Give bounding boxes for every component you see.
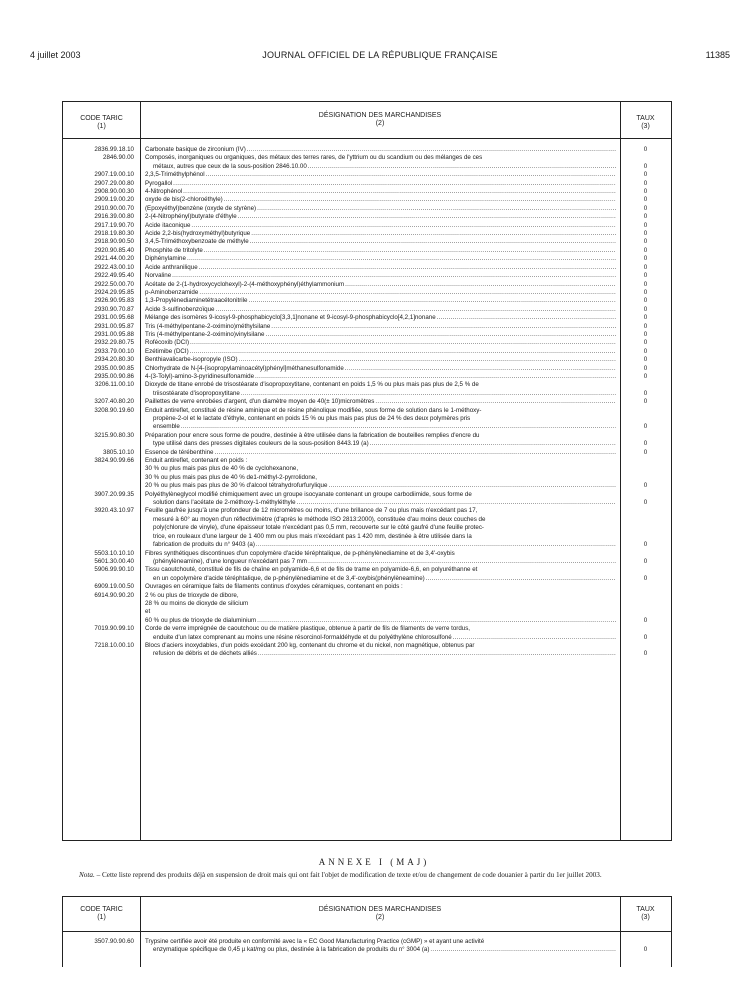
table-row [63,381,671,398]
table-row [63,407,671,432]
taric-code: 2933.79.00.10 [94,347,134,355]
duty-rate: 0 [643,339,648,347]
taric-code: 2918.19.80.30 [94,230,134,238]
duty-rate: 0 [643,322,648,330]
taric-code: 7019.90.99.10 [94,625,134,633]
goods-description: 1,3-Propylènediaminetétraacétonitrile ..... [140,297,620,305]
duty-rate: 0 [643,263,648,271]
goods-description: 2-(4-Nitrophényl)butyrate d'éthyle ..... [140,213,620,221]
taric-code: 2846.90.00 [103,154,134,162]
taric-code: 2909.19.00.20 [94,196,134,204]
taric-code: 3208.90.19.60 [94,406,134,414]
taric-code: 2935.00.90.86 [94,372,134,380]
duty-rate: 0 [643,440,648,448]
duty-rate: 0 [643,541,648,549]
table-row [63,356,671,364]
table-row [63,642,671,659]
goods-description: Acide 3-sulfinobenzoïque ..... [140,306,620,314]
goods-description: Pyrogallol ..... [140,180,620,188]
taric-code: 2908.90.00.30 [94,188,134,196]
duty-rate: 0 [643,280,648,288]
table-row [63,373,671,381]
taric-code: 2921.44.00.20 [94,255,134,263]
duty-rate: 0 [643,171,648,179]
column-header-description: DÉSIGNATION DES MARCHANDISES (2) [318,906,442,921]
duty-rate: 0 [643,162,648,170]
goods-description: Phosphite de tritolyte ..... [140,247,620,255]
taric-code: 3507.90.90.60 [94,938,134,945]
taric-code: 2922.43.00.10 [94,263,134,271]
table-row [63,339,671,347]
goods-description: Acide itaconique ..... [140,222,620,230]
goods-description: 3,4,5-Triméthoxybenzoate de méthyle ..... [140,238,620,246]
goods-description: 4-Nitrophénol ..... [140,188,620,196]
table-row [63,323,671,331]
goods-description: Mélange des isomères 9-icosyl-9-phosphabicyclo[3,3,1]nonane et 9-icosyl-9-phosphabicyclo[4,2,1]nonane ..... [140,314,620,322]
taric-code: 2907.19.00.10 [94,171,134,179]
taric-code: 5906.99.90.10 [94,566,134,574]
duty-rate: 0 [643,650,648,658]
column-header-rate: TAUX (3) [636,906,655,921]
goods-description: 2,3,5-Triméthylphénol ..... [140,171,620,179]
taric-code: 7218.10.00.10 [94,641,134,649]
goods-description: Dioxyde de titane enrobé de trisostéarate d'isopropoxytitane, contenant en poids 1,5 % ou plus mais pas plus de 2,5 % de triisostéarate d'isopropoxytitane ..... [140,381,620,398]
taric-code: 2916.39.00.80 [94,213,134,221]
taric-code: 3207.40.80.20 [94,398,134,406]
table-row [63,457,671,491]
goods-description: 4-(3-Tolyl)-amino-3-pyridinesulfonamide ..... [140,373,620,381]
goods-description: Carbonate basique de zirconium (IV) ..... [140,146,620,154]
table-row [63,146,671,154]
goods-description: Acide anthranilique ..... [140,264,620,272]
taric-code: 2931.00.95.88 [94,330,134,338]
column-header-code: CODE TARIC (1) [80,906,123,921]
duty-rate: 0 [643,356,648,364]
duty-rate: 0 [643,616,648,624]
duty-rate: 0 [643,221,648,229]
table-row [63,314,671,322]
table-row [63,154,671,171]
taric-code: 2917.19.90.70 [94,221,134,229]
taric-code: 2910.90.00.70 [94,204,134,212]
duty-rate: 0 [643,255,648,263]
duty-rate: 0 [643,448,648,456]
goods-description: Tris (4-méthylpentane-2-oximino)vinylsilane ..... [140,331,620,339]
table-row [63,264,671,272]
table-row [63,238,671,246]
table-row [63,566,671,583]
goods-description: Diphénylamine ..... [140,255,620,263]
table-row [63,583,671,625]
table-row [63,491,671,508]
column-header-description: DÉSIGNATION DES MARCHANDISES (2) [318,112,442,127]
column-header-rate: TAUX (3) [636,115,655,130]
taric-code: 3206.11.00.10 [94,381,134,389]
goods-description: Blocs d'aciers inoxydables, d'un poids excédant 200 kg, contenant du chrome et du nickel, non magnétique, obtenus par refusion de débris et de déchets alliés ..... [140,642,620,659]
annex-table [62,896,672,967]
table-row [63,171,671,179]
table-row [63,247,671,255]
goods-description: Acide 2,2-bis(hydroxyméthyl)butyrique ..... [140,230,620,238]
duty-rate: 0 [643,482,648,490]
taric-code: 3824.90.99.66 [94,457,134,465]
header-journal-title: JOURNAL OFFICIEL DE LA RÉPUBLIQUE FRANÇAISE [262,50,498,60]
goods-description: Tris (4-méthylpentane-2-oximino)méthylsilane ..... [140,323,620,331]
annex-title: ANNEXE I (MAJ) [318,857,430,867]
table-row [63,281,671,289]
goods-description: Polyéthylèneglycol modifié chimiquement avec un groupe isocyanate contenant un groupe carbodiimide, sous forme de solution dans l'acétate de 2-méthoxy-1-méthyléthyle ..... [140,491,620,508]
duty-rate: 0 [643,633,648,641]
taric-code: 2836.99.18.10 [94,146,134,153]
tariff-table [62,101,672,841]
taric-code: 2934.20.80.30 [94,356,134,364]
taric-code: 3805.10.10 [103,448,134,456]
duty-rate: 0 [643,499,648,507]
duty-rate: 0 [643,196,648,204]
annex-table-body [63,938,671,955]
taric-code: 2926.90.95.83 [94,297,134,305]
duty-rate: 0 [643,314,648,322]
taric-code: 5503.10.10.10 5601.30.00.40 [94,549,134,565]
goods-description: Tissu caoutchouté, constitué de fils de chaîne en polyamide-6,6 et de fils de trame en polyamide-6,6, en polyuréthanne et en un copolymère d'acide téréphtalique, de p-phénylènediamine et de 3,4'-oxybis(phénylèneamine) ..... [140,566,620,583]
duty-rate: 0 [643,146,648,153]
table-row [63,205,671,213]
table-row [63,272,671,280]
taric-code: 3215.90.80.30 [94,431,134,439]
table-row [63,230,671,238]
table-row [63,255,671,263]
duty-rate: 0 [643,213,648,221]
column-header-code: CODE TARIC (1) [80,115,123,130]
table-row [63,306,671,314]
table-row [63,507,671,549]
taric-code: 2920.90.85.40 [94,246,134,254]
duty-rate: 0 [643,204,648,212]
goods-description: Ouvrages en céramique faits de filaments continus d'oxydes céramiques, contenant en poids : 2 % ou plus de trioxyde de dibore, 28 % ou moins de dioxyde de silicium et 60 % ou plus de trioxyde de dialuminium ..... [140,583,620,625]
table-row [63,348,671,356]
goods-description: p-Aminobenzamide ..... [140,289,620,297]
duty-rate: 0 [643,557,648,565]
goods-description: Essence de térébenthine ..... [140,449,620,457]
duty-rate: 0 [643,330,648,338]
taric-code: 2932.29.80.75 [94,339,134,347]
duty-rate: 0 [643,347,648,355]
table-row [63,331,671,339]
goods-description: Rofécoxib (DCI) ..... [140,339,620,347]
header-date: 4 juillet 2003 [30,50,81,60]
duty-rate: 0 [643,946,648,954]
goods-description: (Epoxyéthyl)benzène (oxyde de styrène) ..... [140,205,620,213]
goods-description: Fibres synthétiques discontinues d'un copolymère d'acide téréphtalique, de p-phénylènediamine et de 3,4'-oxybis (phénylèneamine), d'une longueur n'excédant pas 7 mm ..... [140,550,620,567]
goods-description: Norvaline ..... [140,272,620,280]
duty-rate: 0 [643,574,648,582]
table-body [63,146,671,659]
goods-description: Enduit antireflet, constitué de résine aminique et de résine phénolique modifiée, sous forme de solution dans le 1-méthoxy- propène-2-ol et le lactate d'éthyle, contenant en poids 15 % ou plus mais pas plus de 24 % des deux polymères pris ensemble ..... [140,407,620,432]
table-row [63,297,671,305]
header-page-number: 11385 [705,50,730,60]
taric-code: 2935.00.90.85 [94,364,134,372]
taric-code: 3907.20.99.35 [94,490,134,498]
taric-code: 2924.29.95.85 [94,288,134,296]
goods-description: Enduit antireflet, contenant en poids : 30 % ou plus mais pas plus de 40 % de cyclohexanone, 30 % ou plus mais pas plus de 40 % de1-méthyl-2-pyrrolidone, 20 % ou plus mais pas plus de 30 % d'alcool tétrahydrofurfurylique ..... [140,457,620,491]
goods-description: Paillettes de verre enrobées d'argent, d'un diamètre moyen de 40(± 10)micromètres ..... [140,398,620,406]
goods-description: Composés, inorganiques ou organiques, des métaux des terres rares, de l'yttrium ou du scandium ou des mélanges de ces métaux, autres que ceux de la sous-position 2846.10.00 ..... [140,154,620,171]
goods-description: Benthiavalicarbe-isopropyle (ISO) ..... [140,356,620,364]
table-row [63,432,671,449]
table-row [63,550,671,567]
table-row [63,188,671,196]
taric-code: 3920.43.10.97 [94,507,134,515]
page-header [30,50,730,64]
duty-rate: 0 [643,364,648,372]
table-row [63,213,671,221]
duty-rate: 0 [643,230,648,238]
taric-code: 2931.00.95.87 [94,322,134,330]
duty-rate: 0 [643,423,648,431]
duty-rate: 0 [643,305,648,313]
duty-rate: 0 [643,288,648,296]
table-row [63,222,671,230]
goods-description: Trypsine certifiée avoir été produite en conformité avec la « EC Good Manufacturing Practice (cGMP) » et ayant une activité enzymatique spécifique de 0,45 µ kat/mg ou plus, destinée à la fabrication de produits du n° 3004 (a) ..... [140,938,620,955]
goods-description: Corde de verre imprégnée de caoutchouc ou de matière plastique, obtenue à partir de fils de filaments de verre tordus, enduite d'un latex comprenant au moins une résine résorcinol-formaldéhyde et du polyéthylène chlorosulfoné ..... [140,625,620,642]
duty-rate: 0 [643,179,648,187]
duty-rate: 0 [643,246,648,254]
taric-code: 2918.90.90.50 [94,238,134,246]
note-paragraph: Nota. – Cette liste reprend des produits déjà en suspension de droit mais qui ont fait l'objet de modification de texte et/ou de changement de code douanier à partir du 1er juillet 2003. [79,871,602,879]
taric-code: 2907.29.00.80 [94,179,134,187]
taric-code: 2922.49.95.40 [94,272,134,280]
duty-rate: 0 [643,272,648,280]
table-row [63,398,671,406]
goods-description: Feuille gaufrée jusqu'à une profondeur de 12 micromètres ou moins, d'une brillance de 7 ou plus mais n'excédant pas 17, mesuré à 60° au moyen d'un réflectivimètre (d'après le méthode ISO 2813:2000), constituée d'au moins deux couches de poly(chlorure de vinyle), d'une épaisseur totale n'excédant pas 0,5 mm, recouverte sur le côté gaufré d'une feuille protec- trice, en rouleaux d'une largeur de 1 400 mm ou plus mais n'excédant pas 1 420 mm, destinée à être utilisée dans la fabrication de produits du n° 9403 (a) ..... [140,507,620,549]
duty-rate: 0 [643,398,648,406]
goods-description: Chlorhydrate de N-[4-(isopropylaminoacétyl)phényl]méthanesulfonamide ..... [140,365,620,373]
table-row [63,625,671,642]
table-row [63,196,671,204]
taric-code: 6909.19.00.50 6914.90.90.20 [94,583,134,599]
goods-description: Ezétimibe (DCI) ..... [140,348,620,356]
duty-rate: 0 [643,188,648,196]
table-row [63,180,671,188]
duty-rate: 0 [643,297,648,305]
taric-code: 2931.00.95.68 [94,314,134,322]
taric-code: 2930.90.70.87 [94,305,134,313]
goods-description: oxyde de bis(2-chloroéthyle) ..... [140,196,620,204]
goods-description: Acétate de 2-(1-hydroxycyclohexyl)-2-(4-méthoxyphényl)éthylammonium ..... [140,281,620,289]
goods-description: Préparation pour encre sous forme de poudre, destinée à être utilisée dans la fabrication de bouteilles remplies d'encre du type utilisé dans des presses digitales couleurs de la sous-position 8443.19 (a) ..... [140,432,620,449]
table-row [63,289,671,297]
duty-rate: 0 [643,238,648,246]
table-row [63,365,671,373]
taric-code: 2922.50.00.70 [94,280,134,288]
table-row [63,449,671,457]
duty-rate: 0 [643,389,648,397]
duty-rate: 0 [643,372,648,380]
table-row [63,938,671,955]
